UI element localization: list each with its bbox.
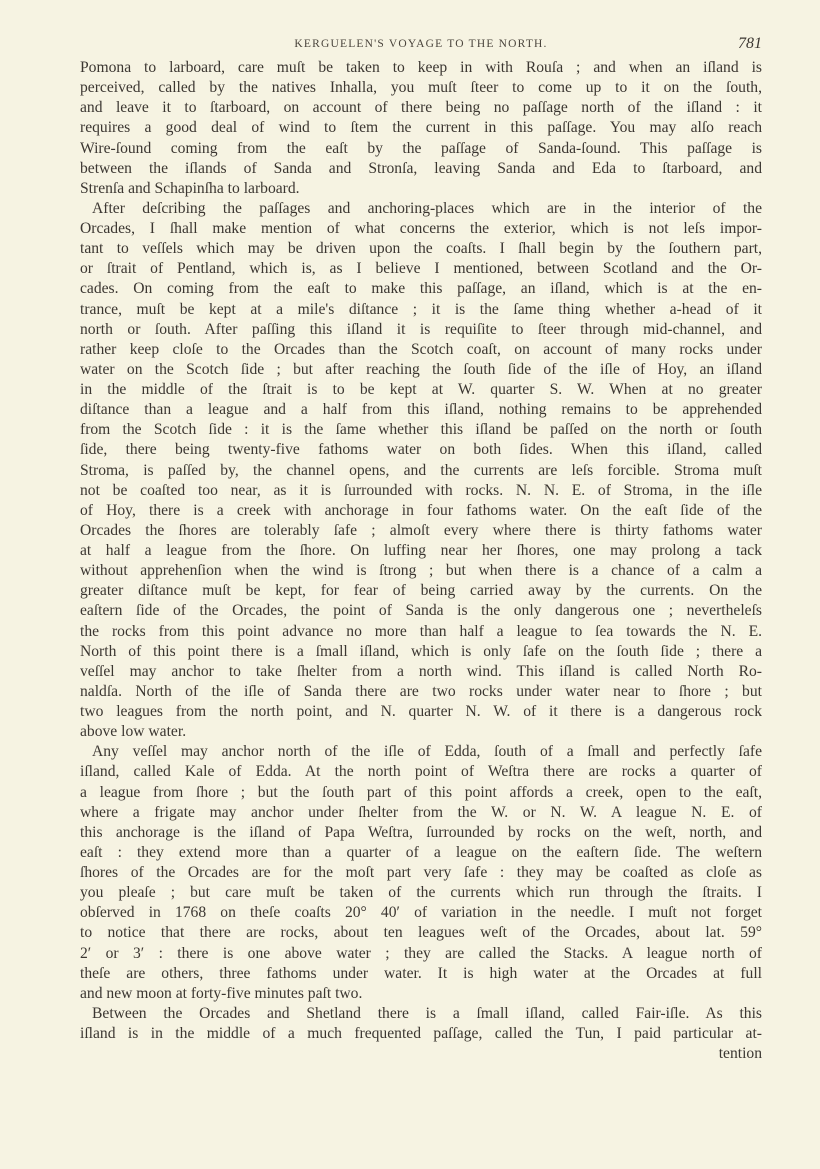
text-line: 2′ or 3′ : there is one above water ; they are called the Stacks. A league north of xyxy=(80,944,762,962)
text-line: water on the Scotch ſide ; but after reaching the ſouth ſide of the iſle of Hoy, an iſland xyxy=(80,360,762,378)
text-line: between the iſlands of Sanda and Stronſa, leaving Sanda and Eda to ſtarboard, and xyxy=(80,159,762,177)
text-line: Orcades the ſhores are tolerably ſafe ; almoſt every where there is thirty fathoms water xyxy=(80,521,762,539)
text-line: and new moon at forty-five minutes paſt two. xyxy=(80,984,363,1002)
text-line: at half a league from the ſhore. On luffing near her ſhores, one may prolong a tack xyxy=(80,542,762,559)
text-line: theſe are others, three fathoms under water. It is high water at the Orcades at full xyxy=(80,964,762,982)
text-line: ſide, there being twenty-five fathoms water on both ſides. When this iſland, called xyxy=(80,441,762,459)
text-line: iſland is in the middle of a much frequented paſſage, called the Tun, I paid particular at- xyxy=(80,1025,762,1042)
page-header xyxy=(80,36,762,54)
running-title: KERGUELEN'S VOYAGE TO THE NORTH. xyxy=(294,38,548,50)
text-line: Orcades, I ſhall make mention of what concerns the exterior, which is not leſs impor- xyxy=(80,220,762,237)
text-line: veſſel may anchor to take ſhelter from a north wind. This iſland is called North Ro- xyxy=(80,662,762,680)
text-line: two leagues from the north point, and N. quarter N. W. of it there is a dangerous rock xyxy=(80,703,762,720)
text-line: from the Scotch ſide : it is the ſame whether this iſland be paſſed on the north or ſouth xyxy=(80,421,762,439)
text-line: and leave it to ſtarboard, on account of there being no paſſage north of the iſland : it xyxy=(80,99,762,117)
text-line: not be coaſted too near, as it is ſurrounded with rocks. N. N. E. of Stroma, in the iſle xyxy=(80,481,762,499)
page-number: 781 xyxy=(738,35,762,52)
text-line: Pomona to larboard, care muſt be taken to keep in with Rouſa ; and when an iſland is xyxy=(80,59,762,76)
text-line: perceived, called by the natives Inhalla, you muſt ſteer to come up to it on the ſouth, xyxy=(80,79,762,97)
text-line: a league from ſhore ; but the ſouth part of this point affords a creek, open to the eaſt, xyxy=(80,783,762,801)
text-line: obſerved in 1768 on theſe coaſts 20° 40′ of variation in the needle. I muſt not forget xyxy=(80,904,762,922)
text-line: naldſa. North of the iſle of Sanda there are two rocks under water near to ſhore ; but xyxy=(80,682,762,700)
text-line: this anchorage is the iſland of Papa Weſtra, ſurrounded by rocks on the weſt, north, and xyxy=(80,823,762,841)
text-line: After deſcribing the paſſages and anchoring-places which are in the interior of the xyxy=(92,199,762,217)
text-line: tant to veſſels which may be driven upon the coaſts. I ſhall begin by the ſouthern part, xyxy=(80,240,762,258)
text-line: Strenſa and Schapinſha to larboard. xyxy=(80,179,300,197)
text-line: in the middle of the ſtrait is to be kept at W. quarter S. W. When at no greater xyxy=(80,381,762,398)
body-text xyxy=(80,58,762,1064)
text-line: greater diſtance muſt be kept, for fear of being carried away by the currents. On the xyxy=(80,582,762,600)
text-line: where a frigate may anchor under ſhelter from the W. or N. W. A league N. E. of xyxy=(80,803,762,821)
text-line: you pleaſe ; but care muſt be taken of the currents which run through the ſtraits. I xyxy=(80,884,762,902)
text-line: above low water. xyxy=(80,723,187,741)
text-line: to notice that there are rocks, about ten leagues weſt of the Orcades, about lat. 59° xyxy=(80,924,762,942)
text-line: diſtance than a league and a half from this iſland, nothing remains to be apprehended xyxy=(80,401,762,419)
text-line: trance, muſt be kept at a mile's diſtance ; it is the ſame thing whether a-head of it xyxy=(80,300,762,318)
text-line: eaſt : they extend more than a quarter of a league on the eaſtern ſide. The weſtern xyxy=(80,843,762,861)
text-line: Any veſſel may anchor north of the iſle of Edda, ſouth of a ſmall and perfectly ſafe xyxy=(92,743,762,761)
text-line: North of this point there is a ſmall iſland, which is only ſafe on the ſouth ſide ; there a xyxy=(80,642,762,660)
text-line: iſland, called Kale of Edda. At the north point of Weſtra there are rocks a quarter of xyxy=(80,763,762,781)
text-line: Stroma, is paſſed by, the channel opens, and the currents are leſs forcible. Stroma muſt xyxy=(80,461,762,479)
text-line: or ſtrait of Pentland, which is, as I believe I mentioned, between Scotland and the Or- xyxy=(80,260,762,278)
text-line: of Hoy, there is a creek with anchorage in four fathoms water. On the eaſt ſide of the xyxy=(80,501,762,519)
text-line: eaſtern ſide of the Orcades, the point of Sanda is the only dangerous one ; nevertheleſs xyxy=(80,602,762,620)
text-line: Between the Orcades and Shetland there is a ſmall iſland, called Fair-iſle. As this xyxy=(92,1004,762,1022)
text-line: ſhores of the Orcades are for the moſt part very ſafe : they may be coaſted as cloſe as xyxy=(80,864,762,881)
catchword: tention xyxy=(718,1045,762,1063)
text-line: cades. On coming from the eaſt to make this paſſage, an iſland, which is at the en- xyxy=(80,280,762,298)
text-line: north or ſouth. After paſſing this iſland it is requiſite to ſteer through mid-channel, and xyxy=(80,320,762,338)
text-line: requires a good deal of wind to ſtem the current in this paſſage. You may alſo reach xyxy=(80,119,762,137)
text-line: without apprehenſion when the wind is ſtrong ; but when there is a chance of a calm a xyxy=(80,562,762,580)
text-line: the rocks from this point advance no more than half a league to ſea towards the N. E. xyxy=(80,622,762,640)
text-line: rather keep cloſe to the Orcades than the Scotch coaſt, on account of many rocks under xyxy=(80,340,762,358)
text-line: Wire-ſound coming from the eaſt by the paſſage of Sanda-ſound. This paſſage is xyxy=(80,139,762,157)
